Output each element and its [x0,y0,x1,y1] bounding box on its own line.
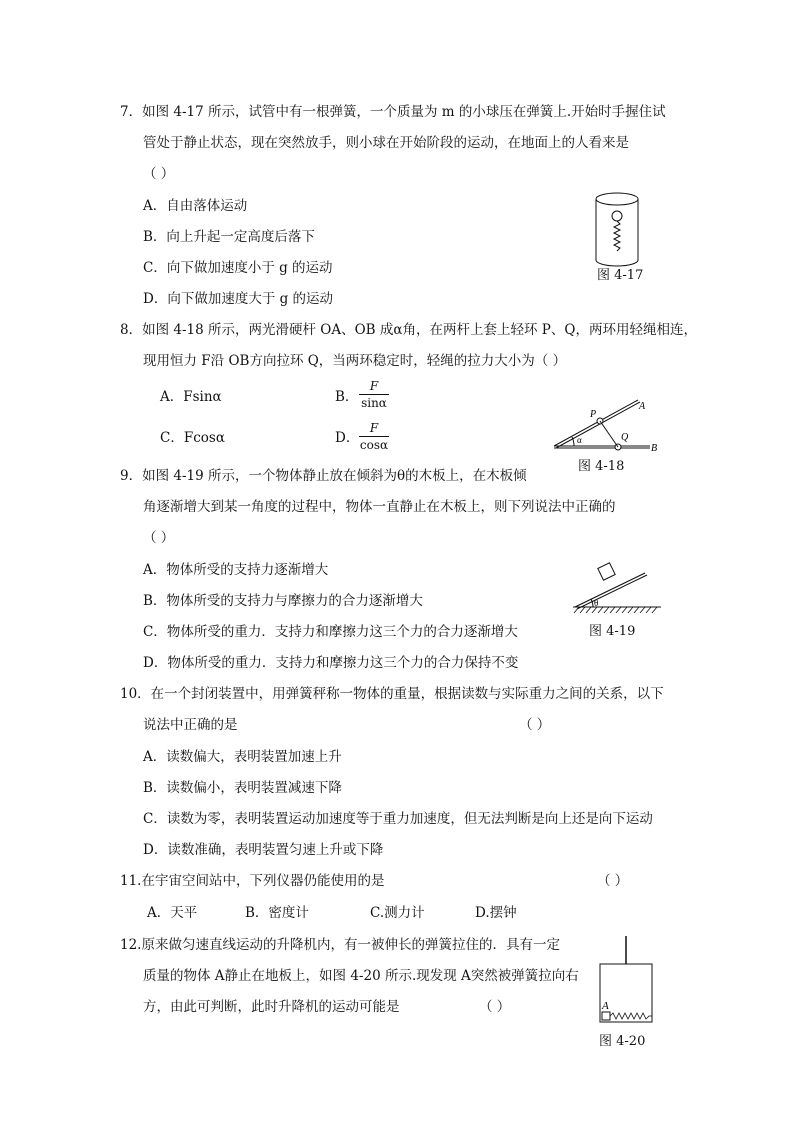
two-rods-figure [550,395,660,455]
wooden-board-edge [577,575,647,609]
fig-4-19-caption: 图 4-19 [589,624,636,639]
q10-option-a: A．读数偏大，表明装置加速上升 [143,749,342,765]
q7-stem-line2: 管处于静止状态，现在突然放手，则小球在开始阶段的运动，在地面上的人看来是 [143,135,629,151]
tube-bottom [596,260,638,266]
q10-answer-paren: （ ） [519,717,551,733]
q9-answer-paren: （ ） [143,530,175,546]
elevator-cabin [600,964,652,1022]
q7-option-b: B．向上升起一定高度后落下 [143,229,315,245]
label-a: A [602,1000,609,1012]
q8-option-d-fraction-bar [359,436,389,437]
q7-option-c: C．向下做加速度小于 g 的运动 [143,260,333,276]
q12-answer-paren: （ ） [479,999,511,1015]
elevator-figure [597,935,655,1027]
spring-horizontal [610,1013,652,1019]
label-b: B [651,443,658,454]
q10-option-d: D．读数准确，表明装置匀速上升或下降 [143,842,384,858]
q11-answer-paren: （ ） [597,873,629,889]
q8-stem-line1: 8．如图 4-18 所示，两光滑硬杆 OA、OB 成α角，在两杆上套上轻环 P、Q，两环用轻绳相连， [120,322,697,338]
q7-answer-paren: （ ） [143,166,175,182]
q11-option-b: B．密度计 [245,905,309,921]
wooden-board [575,573,645,607]
fig-4-17-caption: 图 4-17 [597,268,644,283]
q8-option-d-label: D． [335,430,360,446]
q9-option-a: A．物体所受的支持力逐渐增大 [143,562,329,578]
q10-stem-line1: 10．在一个封闭装置中，用弹簧秤称一物体的重量，根据读数与实际重力之间的关系，以下 [120,686,664,702]
object-a [602,1012,610,1020]
q8-option-d-fraction [357,421,391,452]
q9-stem-line1: 9．如图 4-19 所示，一个物体静止放在倾斜为θ的木板上，在木板倾 [120,468,527,484]
q10-option-c: C．读数为零，表明装置运动加速度等于重力加速度，但无法判断是向上还是向下运动 [143,811,653,827]
fig-4-18-caption: 图 4-18 [578,459,625,474]
q9-option-c: C．物体所受的重力．支持力和摩擦力这三个力的合力逐渐增大 [143,624,518,640]
q8-option-a: A．Fsinα [160,389,222,405]
label-a: A [639,401,646,412]
q7-option-d: D．向下做加速度大于 g 的运动 [143,291,334,307]
block-object [598,563,615,580]
q12-stem-line3: 方，由此可判断，此时升降机的运动可能是 [143,999,400,1015]
label-p: P [590,409,597,420]
test-tube-figure [592,190,642,270]
q10-option-b: B．读数偏小，表明装置减速下降 [143,780,342,796]
q9-option-d: D．物体所受的重力．支持力和摩擦力这三个力的合力保持不变 [143,655,519,671]
q8-option-b-label: B． [335,389,359,405]
q11-option-d: D.摆钟 [475,905,517,921]
theta-arc [591,599,593,607]
q8-option-b-denominator: sinα [361,396,387,410]
q11-option-a: A．天平 [147,905,198,921]
label-q: Q [621,432,629,443]
spring [614,221,620,251]
q7-stem-line1: 7．如图 4-17 所示，试管中有一根弹簧，一个质量为 m 的小球压在弹簧上.开始时手握住试 [120,104,666,120]
q7-option-a: A．自由落体运动 [143,198,248,214]
q8-option-d-numerator: F [369,421,379,435]
ball [612,211,622,221]
q8-option-c: C．Fcosα [160,430,225,446]
q11-option-c: C.测力计 [370,905,425,921]
q12-stem-line1: 12.原来做匀速直线运动的升降机内，有一被伸长的弹簧拉住的．具有一定 [120,937,560,953]
incline-board-figure [565,555,665,617]
q11-stem: 11.在宇宙空间站中，下列仪器仍能使用的是 [120,873,385,889]
ground-hatching [574,607,657,613]
q8-stem-line2: 现用恒力 F沿 OB方向拉环 Q，当两环稳定时，轻绳的拉力大小为（ ） [143,353,567,369]
fig-4-20-caption: 图 4-20 [599,1034,646,1049]
q8-option-d-denominator: cosα [359,438,389,452]
label-alpha: α [577,435,582,445]
light-rope [600,421,618,447]
q12-stem-line2: 质量的物体 A静止在地板上，如图 4-20 所示.现发现 A突然被弹簧拉向右 [143,968,579,984]
q8-option-b-fraction [357,379,391,410]
q8-option-b-numerator: F [369,379,379,393]
q9-stem-line2: 角逐渐增大到某一角度的过程中，物体一直静止在木板上，则下列说法中正确的 [143,499,616,515]
q10-stem-line2: 说法中正确的是 [143,717,238,733]
tube-top-rim [596,193,638,205]
q9-option-b: B．物体所受的支持力与摩擦力的合力逐渐增大 [143,593,423,609]
q8-option-b-fraction-bar [359,394,389,395]
label-theta: θ [594,598,599,608]
